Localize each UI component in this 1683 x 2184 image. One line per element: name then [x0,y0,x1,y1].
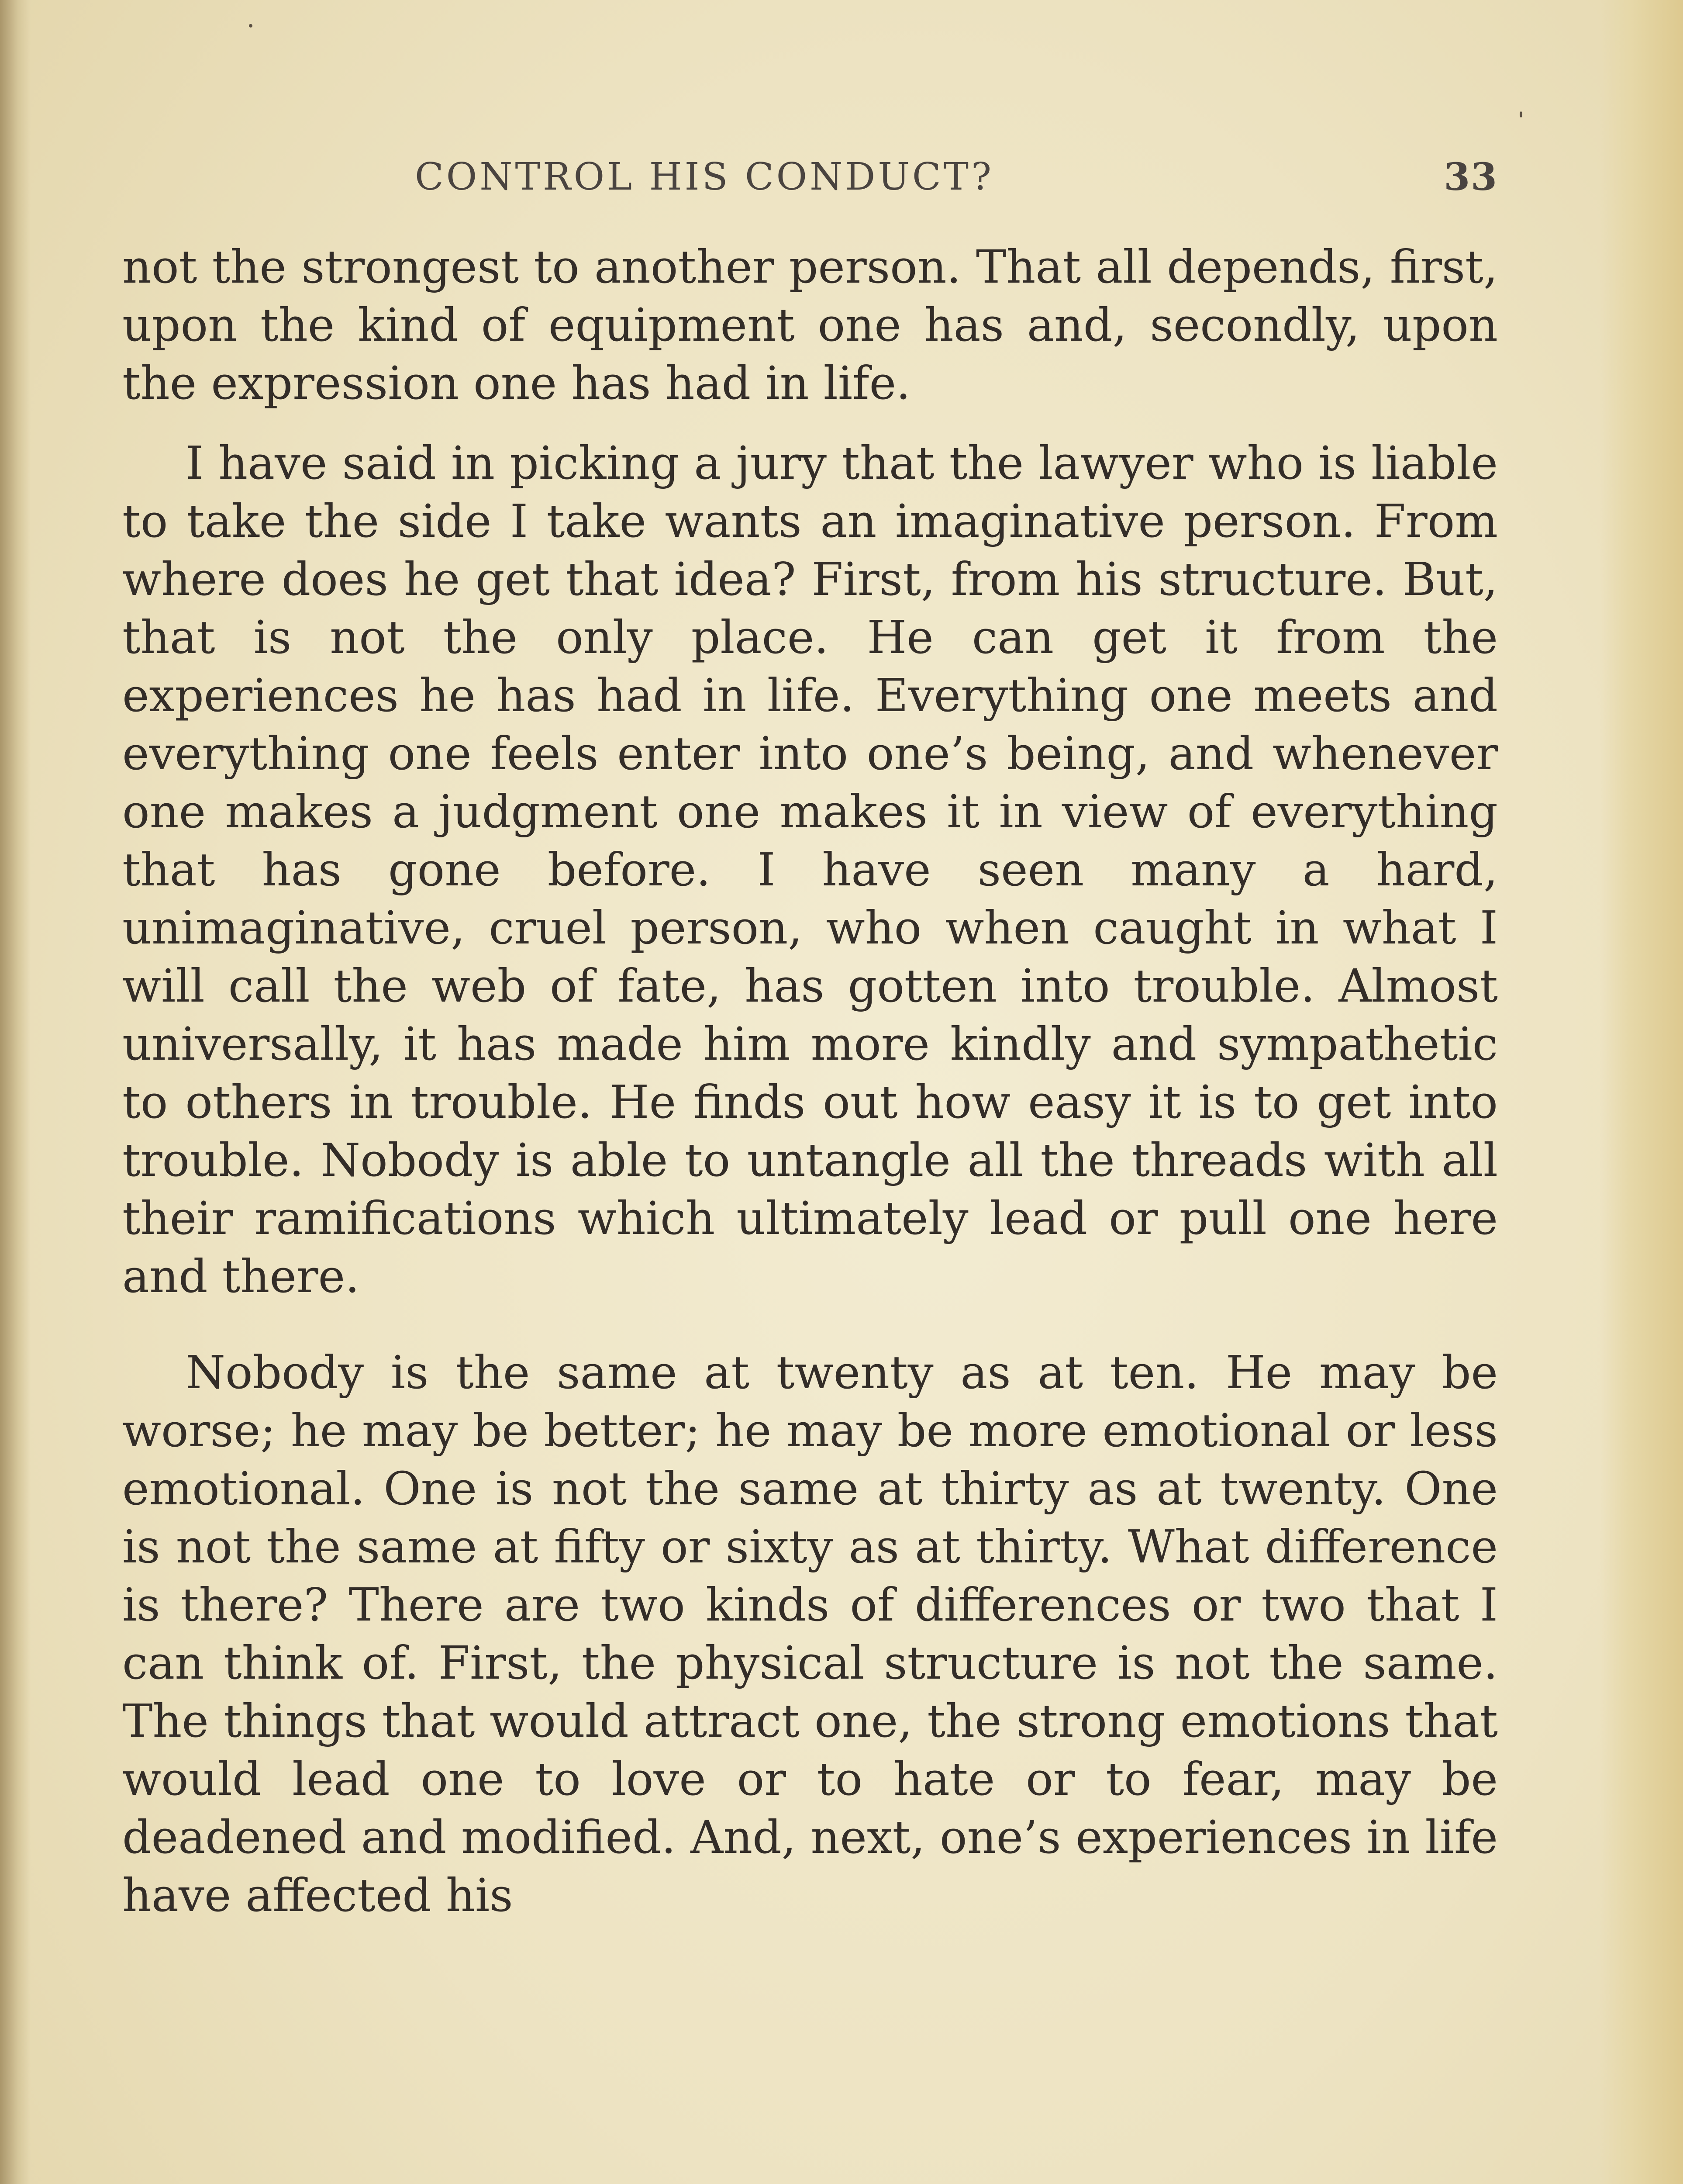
gutter-shadow [0,0,31,2184]
running-head-title: CONTROL HIS CONDUCT? [415,155,994,199]
page-number: 33 [1444,155,1498,199]
page-edge [1600,0,1683,2184]
body-text [122,238,1498,2184]
running-head [122,155,1498,207]
print-speck [1520,111,1522,117]
paragraph: Nobody is the same at twenty as at ten. He may be worse; he may be better; he may be more emotional or less emotional. One is not the same at thirty as at twenty. One is not the same at fifty or sixty as at thirty. What difference is there? There are two kinds of differences or two that I can think of. First, the physical structure is not the same. The things that would attract one, the strong emotions that would lead one to love or to hate or to fear, may be deadened and modified. And, next, one’s experiences in life have affected his [122,1346,1498,1922]
paragraph: I have said in picking a jury that the lawyer who is liable to take the side I take wants an imaginative person. From where does he get that idea? First, from his structure. But, that is not the only place. He can get it from the experiences he has had in life. Everything one meets and everything one feels enter into one’s being, and whenever one makes a judgment one makes it in view of everything that has gone before. I have seen many a hard, unimaginative, cruel person, who when caught in what I will call the web of fate, has gotten into trouble. Almost universally, it has made him more kindly and sympathetic to others in trouble. He finds out how easy it is to get into trouble. Nobody is able to untangle all the threads with all their ramifications which ultimately lead or pull one here and there. [122,436,1498,1303]
print-speck [249,24,252,28]
paragraph: not the strongest to another person. That all depends, first, upon the kind of equipment one has and, secondly, upon the expression one has had in life. [122,240,1498,410]
